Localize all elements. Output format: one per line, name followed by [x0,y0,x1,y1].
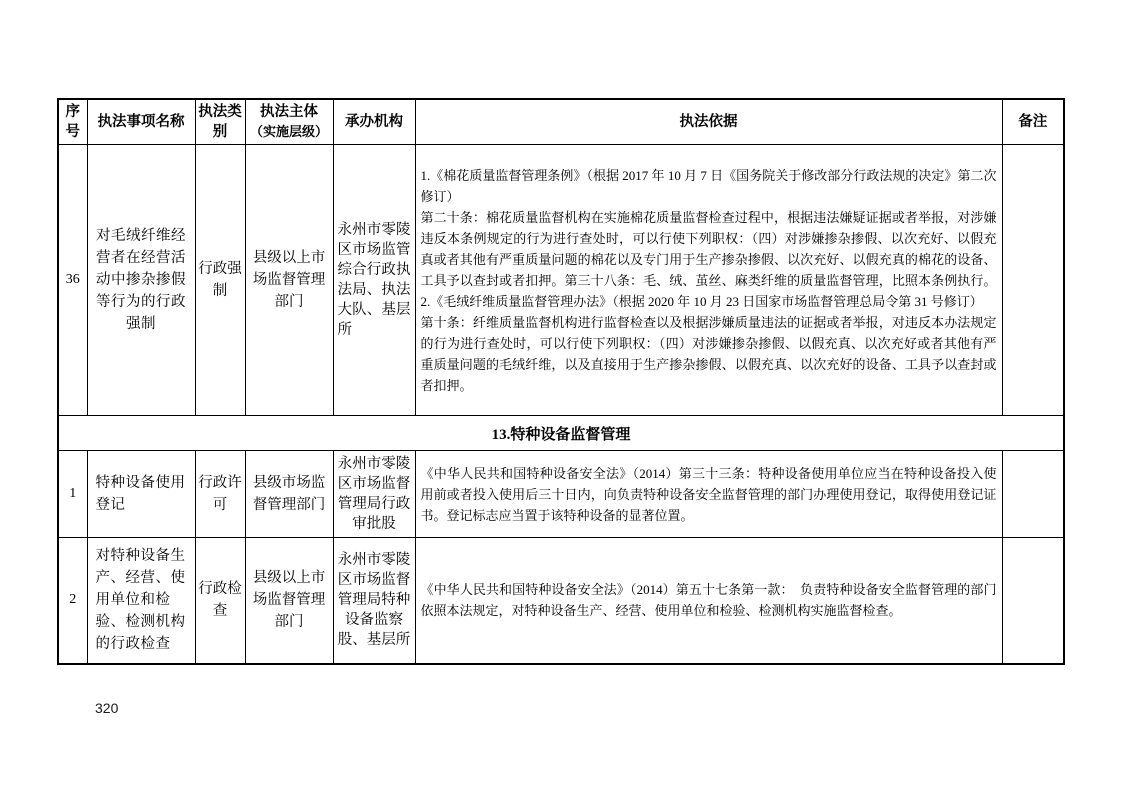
basis-paragraph: 《中华人民共和国特种设备安全法》（2014）第五十七条第一款： 负责特种设备安全监督管理的部门依照本法规定，对特种设备生产、经营、使用单位和检验、检测机构实施监督检查。 [420,582,997,619]
cell-agency: 永州市零陵区市场监督管理局特种设备监察股、基层所 [333,538,415,664]
cell-agency: 永州市零陵区市场监管综合行政执法局、执法大队、基层所 [333,145,415,416]
table-header-row [58,99,1064,145]
table-row-36 [58,145,1064,416]
column-header-no: 序号 [58,99,87,145]
basis-paragraph: 第二十条：棉花质量监督机构在实施棉花质量监督检查过程中，根据违法嫌疑证据或者举报，对涉嫌违反本条例规定的行为进行查处时，可以行使下列职权：（四）对涉嫌掺杂掺假、以次充好、以假充真或者其他有严重质量问题的棉花以及专门用于生产掺杂掺假、以次充好、以假充真的棉花的设备、工具予以查封或者扣押。第三十八条：毛、绒、茧丝、麻类纤维的质量监督管理，比照本条例执行。2.《毛绒纤维质量监督管理办法》（根据 2020 年 10 月 23 日国家市场监督管理总局令第 31 号修订） [420,209,997,309]
column-header-agency: 承办机构 [333,99,415,145]
cell-subject: 县级以上市场监督管理部门 [245,538,333,664]
cell-category: 行政检查 [195,538,245,664]
cell-remark [1002,538,1064,664]
cell-category: 行政许可 [195,451,245,538]
table-row-2 [58,538,1064,664]
section-header-row [58,416,1064,451]
cell-matter-name: 对毛绒纤维经营者在经营活动中掺杂掺假等行为的行政强制 [87,145,195,416]
section-title: 13.特种设备监督管理 [58,416,1064,451]
cell-no: 36 [58,145,87,416]
subject-header-line2: （实施层级） [249,124,328,139]
cell-subject: 县级以上市场监督管理部门 [245,145,333,416]
cell-basis [415,538,1002,664]
cell-category: 行政强制 [195,145,245,416]
cell-no: 2 [58,538,87,664]
enforcement-matters-table [57,98,1065,665]
column-header-category: 执法类别 [195,99,245,145]
cell-basis [415,145,1002,416]
cell-subject: 县级市场监督管理部门 [245,451,333,538]
table-row-1 [58,451,1064,538]
page-number: 320 [95,700,119,716]
cell-matter-name: 特种设备使用登记 [87,451,195,538]
cell-no: 1 [58,451,87,538]
column-header-basis: 执法依据 [415,99,1002,145]
cell-remark [1002,451,1064,538]
column-header-remark: 备注 [1002,99,1064,145]
subject-header-line1: 执法主体 [260,104,318,120]
basis-paragraph: 第十条：纤维质量监督机构进行监督检查以及根据涉嫌质量违法的证据或者举报，对违反本办法规定的行为进行查处时，可以行使下列职权：（四）对涉嫌掺杂掺假、以假充真、以次充好或者其他有严重质量问题的毛绒纤维，以及直接用于生产掺杂掺假、以假充真、以次充好的设备、工具予以查封或者扣押。 [420,314,997,393]
cell-remark [1002,145,1064,416]
basis-paragraph: 1.《棉花质量监督管理条例》（根据 2017 年 10 月 7 日《国务院关于修改部分行政法规的决定》第二次修订） [420,167,997,204]
cell-basis [415,451,1002,538]
column-header-subject [245,99,333,145]
cell-agency: 永州市零陵区市场监督管理局行政审批股 [333,451,415,538]
column-header-name: 执法事项名称 [87,99,195,145]
cell-matter-name: 对特种设备生产、经营、使用单位和检验、检测机构的行政检查 [87,538,195,664]
basis-paragraph: 《中华人民共和国特种设备安全法》（2014）第三十三条：特种设备使用单位应当在特种设备投入使用前或者投入使用后三十日内，向负责特种设备安全监督管理的部门办理使用登记，取得使用登记证书。登记标志应当置于该特种设备的显著位置。 [420,465,997,523]
